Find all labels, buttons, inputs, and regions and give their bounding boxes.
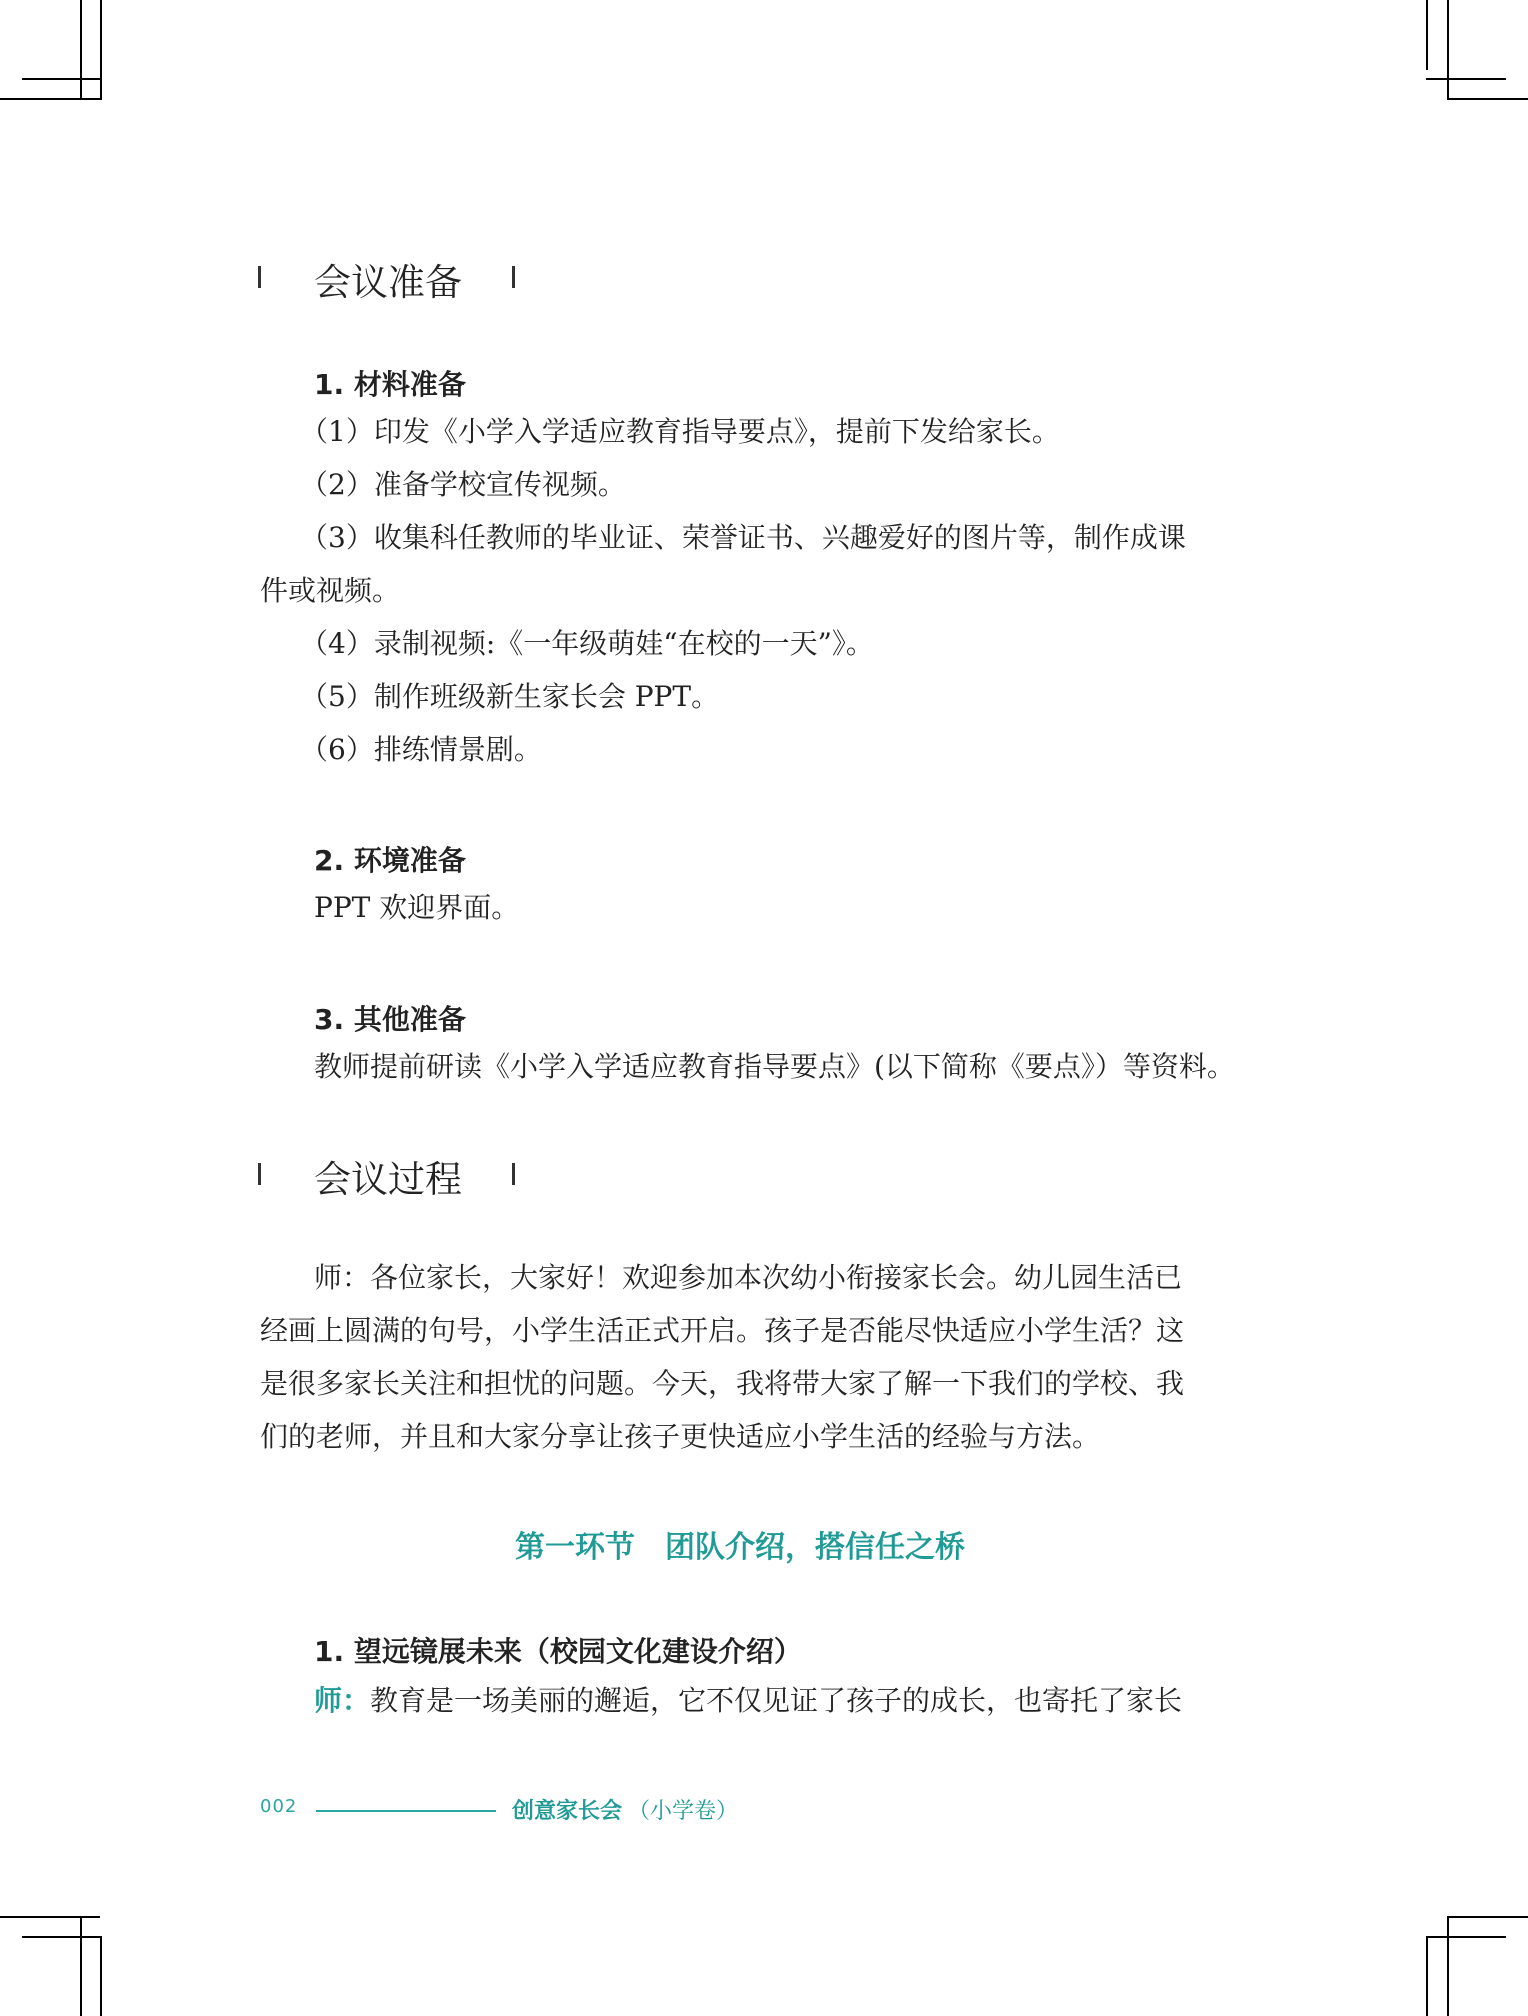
list-item: （6）排练情景剧。 [300, 733, 542, 766]
dialogue-text: 教育是一场美丽的邂逅，它不仅见证了孩子的成长，也寄托了家长 [370, 1684, 1183, 1717]
section-title: 会议过程 [314, 1158, 462, 1201]
heading-bar-left [258, 1163, 261, 1185]
paragraph-line: 师：各位家长，大家好！欢迎参加本次幼小衔接家长会。幼儿园生活已 [314, 1261, 1183, 1294]
other-text: 教师提前研读《小学入学适应教育指导要点》(以下简称《要点》）等资料。 [314, 1050, 1235, 1083]
heading-bar-right [512, 266, 515, 288]
paragraph-line: 们的老师，并且和大家分享让孩子更快适应小学生活的经验与方法。 [260, 1420, 1101, 1453]
dialogue-line [314, 1675, 1182, 1727]
subheading-telescope: 1. 望远镜展未来（校园文化建设介绍） [314, 1635, 802, 1668]
list-item: （1）印发《小学入学适应教育指导要点》，提前下发给家长。 [300, 415, 1060, 448]
heading-bar-right [512, 1163, 515, 1185]
list-item: （2）准备学校宣传视频。 [300, 468, 626, 501]
heading-bar-left [258, 266, 261, 288]
subheading-materials: 1. 材料准备 [314, 368, 466, 401]
section-title: 会议准备 [314, 261, 462, 304]
book-subtitle: （小学卷） [628, 1799, 739, 1824]
speaker-label: 师： [314, 1684, 371, 1717]
subheading-environment: 2. 环境准备 [314, 844, 466, 877]
list-item: （4）录制视频:《一年级萌娃“在校的一天”》。 [300, 627, 874, 660]
book-title: 创意家长会 [512, 1799, 623, 1824]
list-item: （5）制作班级新生家长会 PPT。 [300, 680, 720, 713]
stage-title: 第一环节 团队介绍，搭信任之桥 [515, 1530, 965, 1565]
paragraph-line: 是很多家长关注和担忧的问题。今天，我将带大家了解一下我们的学校、我 [260, 1367, 1185, 1400]
footer-rule [316, 1810, 496, 1812]
subheading-other: 3. 其他准备 [314, 1003, 466, 1036]
environment-text: PPT 欢迎界面。 [314, 891, 520, 924]
list-item-continuation: 件或视频。 [260, 574, 401, 607]
list-item: （3）收集科任教师的毕业证、荣誉证书、兴趣爱好的图片等，制作成课 [300, 521, 1186, 554]
page-number: 002 [260, 1796, 298, 1817]
paragraph-line: 经画上圆满的句号，小学生活正式开启。孩子是否能尽快适应小学生活？这 [260, 1314, 1185, 1347]
